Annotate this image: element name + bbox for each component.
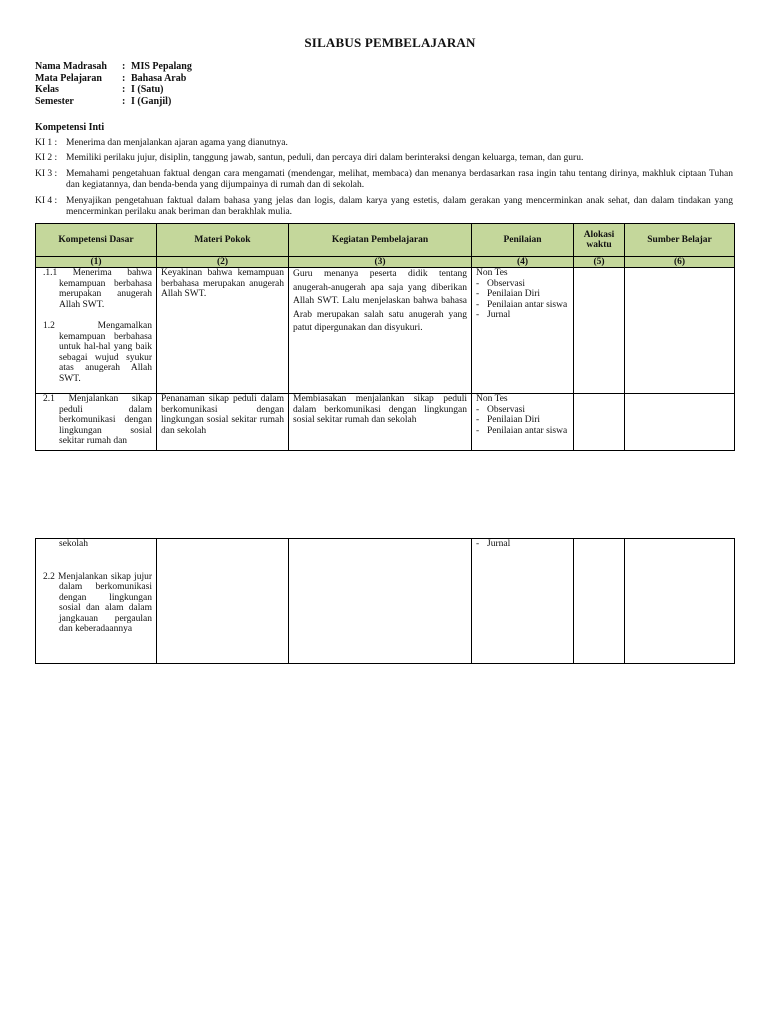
penilaian-item	[476, 289, 569, 300]
info-value: I (Ganjil)	[131, 95, 172, 107]
column-number-row	[36, 257, 735, 268]
kd-item: .1.1 Menerima bahwa kemampuan berbahasa merupakan anugerah Allah SWT.	[43, 268, 152, 310]
penilaian-text: Observasi	[487, 404, 525, 415]
info-row-mapel	[35, 73, 192, 85]
info-separator: :	[122, 84, 126, 95]
info-row-madrasah	[35, 61, 192, 73]
penilaian-head: Non Tes	[476, 394, 508, 404]
info-separator: :	[122, 61, 126, 72]
dash: -	[476, 425, 480, 436]
kd-continuation: sekolah	[59, 539, 89, 549]
penilaian-text: Observasi	[487, 278, 525, 289]
ki-code: KI 2 :	[35, 153, 58, 163]
kd-cell	[36, 539, 157, 664]
sumber-cell	[625, 268, 735, 394]
ki-item-1	[35, 138, 733, 149]
penilaian-text: Penilaian antar siswa	[487, 299, 568, 310]
dash: -	[476, 539, 480, 549]
info-separator: :	[122, 95, 126, 107]
column-header: Kegiatan Pembelajaran	[289, 224, 472, 257]
column-number: (5)	[574, 257, 625, 268]
column-number: (4)	[472, 257, 574, 268]
table-header-row	[36, 224, 735, 257]
kd-item: 2.2 Menjalankan sikap jujur dalam berkomunikasi dengan lingkungan sosial dan alam dalam jangkauan pergaulan dan keberadaannya	[43, 571, 152, 634]
info-value: MIS Pepalang	[131, 61, 192, 72]
penilaian-item	[476, 405, 569, 416]
kegiatan-cell	[289, 539, 472, 664]
info-value: Bahasa Arab	[131, 72, 187, 84]
table-row	[36, 539, 735, 664]
column-number: (1)	[36, 257, 157, 268]
info-row-semester	[35, 96, 192, 108]
dash: -	[476, 299, 480, 310]
header-info	[35, 61, 192, 107]
penilaian-text: Penilaian Diri	[487, 289, 541, 299]
column-number: (3)	[289, 257, 472, 268]
penilaian-head: Non Tes	[476, 268, 508, 278]
ki-text: Memahami pengetahuan faktual dengan cara mengamati (mendengar, melihat, membaca) dan menanya berdasarkan rasa ingin tahu tentang dirinya, makhluk ciptaan Tuhan dan kegiatannya, dan benda-benda yang dijumpainya di rumah dan di sekolah.	[66, 169, 733, 190]
penilaian-text: Jurnal	[487, 539, 511, 549]
penilaian-item	[476, 279, 569, 290]
penilaian-cell	[472, 394, 574, 451]
kd-item: 2.1 Menjalankan sikap peduli dalam berkomunikasi dengan lingkungan sosial sekitar rumah dan	[43, 394, 152, 446]
materi-cell: Penanaman sikap peduli dalam berkomunikasi dengan lingkungan sosial sekitar rumah dan sekolah	[157, 394, 289, 451]
ki-text: Memiliki perilaku jujur, disiplin, tanggung jawab, santun, peduli, dan percaya diri dalam berinteraksi dengan keluarga, teman, dan guru.	[66, 153, 584, 163]
syllabus-table-continued	[35, 538, 735, 664]
info-key: Mata Pelajaran	[35, 72, 102, 84]
ki-item-2	[35, 153, 733, 164]
dash: -	[476, 404, 480, 415]
materi-cell	[157, 539, 289, 664]
info-key: Kelas	[35, 84, 59, 95]
ki-text: Menyajikan pengetahuan faktual dalam bahasa yang jelas dan logis, dalam karya yang estetis, dalam gerakan yang mencerminkan anak sehat, dan dalam tindakan yang mencerminkan perilaku anak beriman dan berakhlak mulia.	[66, 196, 733, 217]
column-number: (2)	[157, 257, 289, 268]
ki-heading: Kompetensi Inti	[35, 122, 105, 133]
dash: -	[476, 415, 480, 425]
column-header: Kompetensi Dasar	[36, 224, 157, 257]
kd-cell	[36, 394, 157, 451]
info-value: I (Satu)	[131, 84, 164, 95]
column-header: Sumber Belajar	[625, 224, 735, 257]
ki-item-3	[35, 169, 733, 191]
syllabus-table	[35, 223, 735, 451]
table-row	[36, 268, 735, 394]
dash: -	[476, 289, 480, 299]
penilaian-text: Penilaian Diri	[487, 415, 541, 425]
alokasi-cell	[574, 539, 625, 664]
kd-cell	[36, 268, 157, 394]
penilaian-item	[476, 415, 569, 426]
penilaian-cell	[472, 268, 574, 394]
column-header: Alokasi waktu	[574, 224, 625, 257]
penilaian-text: Jurnal	[487, 310, 511, 320]
ki-code: KI 4 :	[35, 196, 58, 206]
kegiatan-cell: Guru menanya peserta didik tentang anugerah-anugerah apa saja yang diberikan Allah SWT. Lalu menjelaskan bahwa bahasa Arab merupakan salah satu anugerah yang patut dipergunakan dan disyukuri.	[289, 268, 472, 394]
ki-item-4	[35, 196, 733, 218]
alokasi-cell	[574, 394, 625, 451]
penilaian-item	[476, 539, 569, 550]
table-row	[36, 394, 735, 451]
sumber-cell	[625, 539, 735, 664]
sumber-cell	[625, 394, 735, 451]
ki-text: Menerima dan menjalankan ajaran agama yang dianutnya.	[66, 138, 288, 148]
column-header: Materi Pokok	[157, 224, 289, 257]
info-row-kelas	[35, 84, 192, 96]
alokasi-cell	[574, 268, 625, 394]
ki-code: KI 3 :	[35, 169, 58, 179]
info-key: Semester	[35, 95, 74, 107]
penilaian-text: Penilaian antar siswa	[487, 425, 568, 436]
dash: -	[476, 310, 480, 320]
penilaian-item	[476, 310, 569, 321]
kegiatan-cell: Membiasakan menjalankan sikap peduli dalam berkomunikasi dengan lingkungan sosial sekitar rumah dan sekolah	[289, 394, 472, 451]
column-number: (6)	[625, 257, 735, 268]
dash: -	[476, 278, 480, 289]
kd-item: 1.2 Mengamalkan kemampuan berbahasa untuk hal-hal yang baik sebagai wujud syukur atas anugerah Allah SWT.	[43, 321, 152, 384]
penilaian-cell	[472, 539, 574, 664]
ki-code: KI 1 :	[35, 138, 58, 148]
materi-cell: Keyakinan bahwa kemampuan berbahasa merupakan anugerah Allah SWT.	[157, 268, 289, 394]
info-separator: :	[122, 72, 126, 84]
page-title: SILABUS PEMBELAJARAN	[304, 35, 476, 50]
penilaian-item	[476, 426, 569, 437]
info-key: Nama Madrasah	[35, 61, 107, 72]
penilaian-item	[476, 300, 569, 311]
column-header: Penilaian	[472, 224, 574, 257]
